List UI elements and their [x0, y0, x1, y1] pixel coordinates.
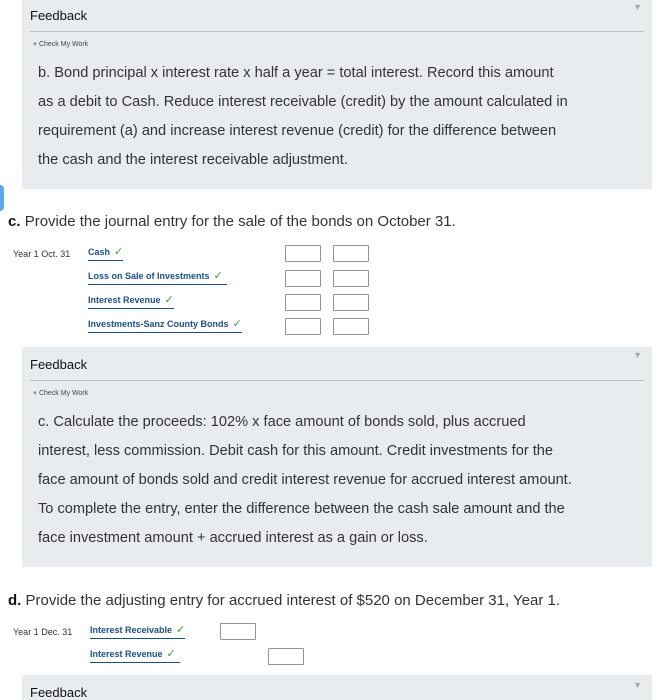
question-letter: c.	[8, 213, 21, 230]
credit-input[interactable]	[333, 270, 369, 287]
feedback-panel-c	[22, 347, 652, 567]
collapse-arrow-icon[interactable]: ▼	[633, 2, 642, 12]
credit-input[interactable]	[333, 318, 369, 335]
checkmark-icon: ✓	[166, 648, 176, 660]
checkmark-icon: ✓	[114, 246, 124, 258]
feedback-line: interest, less commission. Debit cash for this amount. Credit investments for the	[38, 443, 554, 459]
check-my-work-label: Check My Work	[38, 41, 89, 48]
checkmark-icon: ✓	[213, 270, 223, 282]
credit-input[interactable]	[333, 294, 369, 311]
feedback-title: Feedback	[30, 8, 88, 23]
feedback-line: as a debit to Cash. Reduce interest receivable (credit) by the amount calculated in	[38, 94, 568, 110]
feedback-line: b. Bond principal x interest rate x half a year = total interest. Record this amount	[38, 65, 554, 81]
debit-input[interactable]	[285, 318, 321, 335]
feedback-text	[38, 59, 642, 175]
triangle-down-icon: ▼	[32, 391, 38, 397]
triangle-down-icon: ▼	[32, 42, 38, 48]
feedback-panel-d	[22, 675, 652, 700]
divider	[30, 31, 644, 32]
feedback-line: the cash and the interest receivable adjustment.	[38, 152, 348, 168]
account-interest-revenue[interactable]: Interest Revenue ✓	[88, 293, 174, 309]
debit-input[interactable]	[220, 623, 256, 640]
feedback-line: face amount of bonds sold and credit interest revenue for accrued interest amount.	[38, 472, 572, 488]
check-my-work-toggle[interactable]	[32, 41, 88, 48]
feedback-line: c. Calculate the proceeds: 102% x face amount of bonds sold, plus accrued	[38, 414, 526, 430]
entry-date: Year 1 Oct. 31	[13, 249, 71, 259]
checkmark-icon: ✓	[232, 318, 242, 330]
collapse-arrow-icon[interactable]: ▼	[633, 680, 642, 690]
account-investments[interactable]: Investments-Sanz County Bonds ✓	[88, 317, 242, 333]
check-my-work-label: Check My Work	[38, 390, 89, 397]
question-text: Provide the journal entry for the sale of the bonds on October 31.	[24, 213, 456, 230]
question-d	[8, 592, 560, 609]
check-my-work-toggle[interactable]	[32, 390, 88, 397]
feedback-panel-b	[22, 0, 652, 189]
entry-date: Year 1 Dec. 31	[13, 627, 73, 637]
question-letter: d.	[8, 592, 22, 609]
feedback-title: Feedback	[30, 685, 88, 700]
question-text: Provide the adjusting entry for accrued interest of $520 on December 31, Year 1.	[25, 592, 561, 609]
question-c	[8, 213, 456, 230]
feedback-title: Feedback	[30, 357, 88, 372]
account-interest-revenue[interactable]: Interest Revenue ✓	[90, 647, 180, 663]
debit-input[interactable]	[285, 294, 321, 311]
feedback-line: To complete the entry, enter the difference between the cash sale amount and the	[38, 501, 565, 517]
feedback-line: requirement (a) and increase interest revenue (credit) for the difference between	[38, 123, 557, 139]
feedback-line: face investment amount + accrued interest as a gain or loss.	[38, 530, 428, 546]
credit-input[interactable]	[268, 648, 304, 665]
collapse-arrow-icon[interactable]: ▼	[633, 350, 642, 360]
checkmark-icon: ✓	[176, 624, 186, 636]
credit-input[interactable]	[333, 245, 369, 262]
checkmark-icon: ✓	[164, 294, 174, 306]
account-interest-receivable[interactable]: Interest Receivable ✓	[90, 623, 185, 639]
debit-input[interactable]	[285, 270, 321, 287]
feedback-text	[38, 408, 642, 553]
debit-input[interactable]	[285, 245, 321, 262]
divider	[30, 380, 644, 381]
account-loss-on-sale[interactable]: Loss on Sale of Investments ✓	[88, 269, 227, 285]
account-cash[interactable]: Cash ✓	[88, 245, 123, 261]
scroll-focus-indicator	[0, 185, 4, 211]
